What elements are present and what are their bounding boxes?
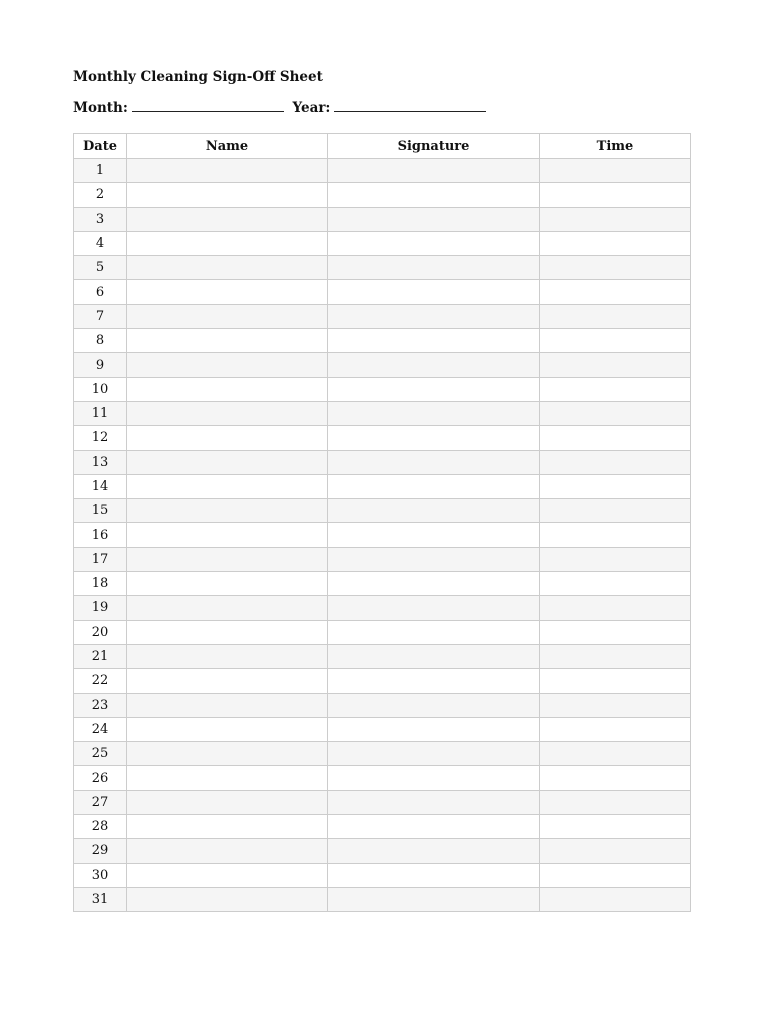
signature-cell[interactable]	[328, 669, 540, 693]
table-row	[74, 839, 691, 863]
table-row	[74, 183, 691, 207]
date-cell: 28	[74, 815, 127, 839]
date-cell: 22	[74, 669, 127, 693]
table-row	[74, 790, 691, 814]
table-row	[74, 863, 691, 887]
signature-cell[interactable]	[328, 790, 540, 814]
name-cell[interactable]	[127, 815, 328, 839]
name-cell[interactable]	[127, 426, 328, 450]
table-row	[74, 717, 691, 741]
signature-cell[interactable]	[328, 304, 540, 328]
time-cell[interactable]	[540, 231, 691, 255]
time-cell[interactable]	[540, 596, 691, 620]
table-row	[74, 231, 691, 255]
name-cell[interactable]	[127, 207, 328, 231]
name-cell[interactable]	[127, 839, 328, 863]
sign-off-sheet	[73, 68, 690, 908]
time-cell[interactable]	[540, 572, 691, 596]
table-row	[74, 159, 691, 183]
name-cell[interactable]	[127, 887, 328, 911]
signature-cell[interactable]	[328, 377, 540, 401]
header-signature: Signature	[328, 134, 540, 159]
date-cell: 30	[74, 863, 127, 887]
time-cell[interactable]	[540, 159, 691, 183]
name-cell[interactable]	[127, 159, 328, 183]
table-row	[74, 669, 691, 693]
date-cell: 23	[74, 693, 127, 717]
signature-cell[interactable]	[328, 596, 540, 620]
name-cell[interactable]	[127, 474, 328, 498]
sheet-title: Monthly Cleaning Sign-Off Sheet	[73, 69, 323, 85]
time-cell[interactable]	[540, 207, 691, 231]
date-cell: 25	[74, 742, 127, 766]
time-cell[interactable]	[540, 669, 691, 693]
name-cell[interactable]	[127, 620, 328, 644]
date-cell: 13	[74, 450, 127, 474]
table-row	[74, 426, 691, 450]
date-cell: 19	[74, 596, 127, 620]
date-cell: 24	[74, 717, 127, 741]
header-time: Time	[540, 134, 691, 159]
table-row	[74, 547, 691, 571]
signature-cell[interactable]	[328, 207, 540, 231]
signature-cell[interactable]	[328, 231, 540, 255]
name-cell[interactable]	[127, 693, 328, 717]
year-label: Year:	[292, 100, 331, 116]
signature-cell[interactable]	[328, 499, 540, 523]
name-cell[interactable]	[127, 863, 328, 887]
signature-cell[interactable]	[328, 742, 540, 766]
table-row	[74, 742, 691, 766]
table-row	[74, 572, 691, 596]
date-cell: 11	[74, 401, 127, 425]
signature-cell[interactable]	[328, 159, 540, 183]
name-cell[interactable]	[127, 329, 328, 353]
time-cell[interactable]	[540, 620, 691, 644]
month-label: Month:	[73, 100, 128, 116]
name-cell[interactable]	[127, 256, 328, 280]
date-cell: 27	[74, 790, 127, 814]
date-cell: 6	[74, 280, 127, 304]
date-cell: 9	[74, 353, 127, 377]
signature-cell[interactable]	[328, 693, 540, 717]
time-cell[interactable]	[540, 377, 691, 401]
signature-cell[interactable]	[328, 183, 540, 207]
name-cell[interactable]	[127, 766, 328, 790]
name-cell[interactable]	[127, 669, 328, 693]
signature-cell[interactable]	[328, 474, 540, 498]
time-cell[interactable]	[540, 499, 691, 523]
time-cell[interactable]	[540, 717, 691, 741]
table-row	[74, 887, 691, 911]
signature-cell[interactable]	[328, 280, 540, 304]
table-row	[74, 401, 691, 425]
name-cell[interactable]	[127, 377, 328, 401]
signature-cell[interactable]	[328, 353, 540, 377]
table-row	[74, 644, 691, 668]
date-cell: 29	[74, 839, 127, 863]
name-cell[interactable]	[127, 523, 328, 547]
date-cell: 7	[74, 304, 127, 328]
time-cell[interactable]	[540, 523, 691, 547]
time-cell[interactable]	[540, 547, 691, 571]
signature-cell[interactable]	[328, 450, 540, 474]
signature-cell[interactable]	[328, 766, 540, 790]
date-cell: 2	[74, 183, 127, 207]
table-header-row	[74, 134, 691, 159]
date-cell: 20	[74, 620, 127, 644]
name-cell[interactable]	[127, 183, 328, 207]
signature-cell[interactable]	[328, 256, 540, 280]
month-year-line	[73, 99, 690, 117]
time-cell[interactable]	[540, 256, 691, 280]
time-cell[interactable]	[540, 426, 691, 450]
signature-cell[interactable]	[328, 547, 540, 571]
time-cell[interactable]	[540, 474, 691, 498]
time-cell[interactable]	[540, 742, 691, 766]
name-cell[interactable]	[127, 280, 328, 304]
name-cell[interactable]	[127, 547, 328, 571]
date-cell: 15	[74, 499, 127, 523]
signature-cell[interactable]	[328, 572, 540, 596]
name-cell[interactable]	[127, 790, 328, 814]
name-cell[interactable]	[127, 231, 328, 255]
date-cell: 1	[74, 159, 127, 183]
date-cell: 12	[74, 426, 127, 450]
time-cell[interactable]	[540, 693, 691, 717]
name-cell[interactable]	[127, 596, 328, 620]
signature-cell[interactable]	[328, 863, 540, 887]
time-cell[interactable]	[540, 450, 691, 474]
date-cell: 10	[74, 377, 127, 401]
name-cell[interactable]	[127, 401, 328, 425]
time-cell[interactable]	[540, 863, 691, 887]
table-row	[74, 256, 691, 280]
time-cell[interactable]	[540, 839, 691, 863]
signature-cell[interactable]	[328, 815, 540, 839]
name-cell[interactable]	[127, 717, 328, 741]
table-row	[74, 474, 691, 498]
name-cell[interactable]	[127, 742, 328, 766]
date-cell: 21	[74, 644, 127, 668]
table-row	[74, 499, 691, 523]
table-row	[74, 815, 691, 839]
name-cell[interactable]	[127, 450, 328, 474]
time-cell[interactable]	[540, 304, 691, 328]
time-cell[interactable]	[540, 280, 691, 304]
date-cell: 3	[74, 207, 127, 231]
cleaning-log-table	[73, 133, 691, 912]
signature-cell[interactable]	[328, 329, 540, 353]
table-row	[74, 304, 691, 328]
time-cell[interactable]	[540, 766, 691, 790]
signature-cell[interactable]	[328, 620, 540, 644]
table-row	[74, 766, 691, 790]
table-row	[74, 329, 691, 353]
header-date: Date	[74, 134, 127, 159]
month-blank-field[interactable]	[132, 99, 284, 112]
date-cell: 18	[74, 572, 127, 596]
signature-cell[interactable]	[328, 401, 540, 425]
table-row	[74, 693, 691, 717]
date-cell: 26	[74, 766, 127, 790]
time-cell[interactable]	[540, 401, 691, 425]
time-cell[interactable]	[540, 353, 691, 377]
time-cell[interactable]	[540, 790, 691, 814]
date-cell: 16	[74, 523, 127, 547]
signature-cell[interactable]	[328, 523, 540, 547]
date-cell: 31	[74, 887, 127, 911]
name-cell[interactable]	[127, 644, 328, 668]
header-name: Name	[127, 134, 328, 159]
table-row	[74, 523, 691, 547]
table-row	[74, 450, 691, 474]
table-row	[74, 596, 691, 620]
time-cell[interactable]	[540, 644, 691, 668]
time-cell[interactable]	[540, 815, 691, 839]
table-row	[74, 377, 691, 401]
name-cell[interactable]	[127, 499, 328, 523]
table-row	[74, 207, 691, 231]
date-cell: 17	[74, 547, 127, 571]
date-cell: 5	[74, 256, 127, 280]
date-cell: 4	[74, 231, 127, 255]
signature-cell[interactable]	[328, 644, 540, 668]
signature-cell[interactable]	[328, 887, 540, 911]
year-blank-field[interactable]	[334, 99, 486, 112]
time-cell[interactable]	[540, 329, 691, 353]
table-row	[74, 280, 691, 304]
table-body	[74, 159, 691, 912]
name-cell[interactable]	[127, 572, 328, 596]
signature-cell[interactable]	[328, 717, 540, 741]
date-cell: 8	[74, 329, 127, 353]
name-cell[interactable]	[127, 353, 328, 377]
date-cell: 14	[74, 474, 127, 498]
table-row	[74, 353, 691, 377]
time-cell[interactable]	[540, 887, 691, 911]
table-row	[74, 620, 691, 644]
signature-cell[interactable]	[328, 426, 540, 450]
name-cell[interactable]	[127, 304, 328, 328]
time-cell[interactable]	[540, 183, 691, 207]
signature-cell[interactable]	[328, 839, 540, 863]
